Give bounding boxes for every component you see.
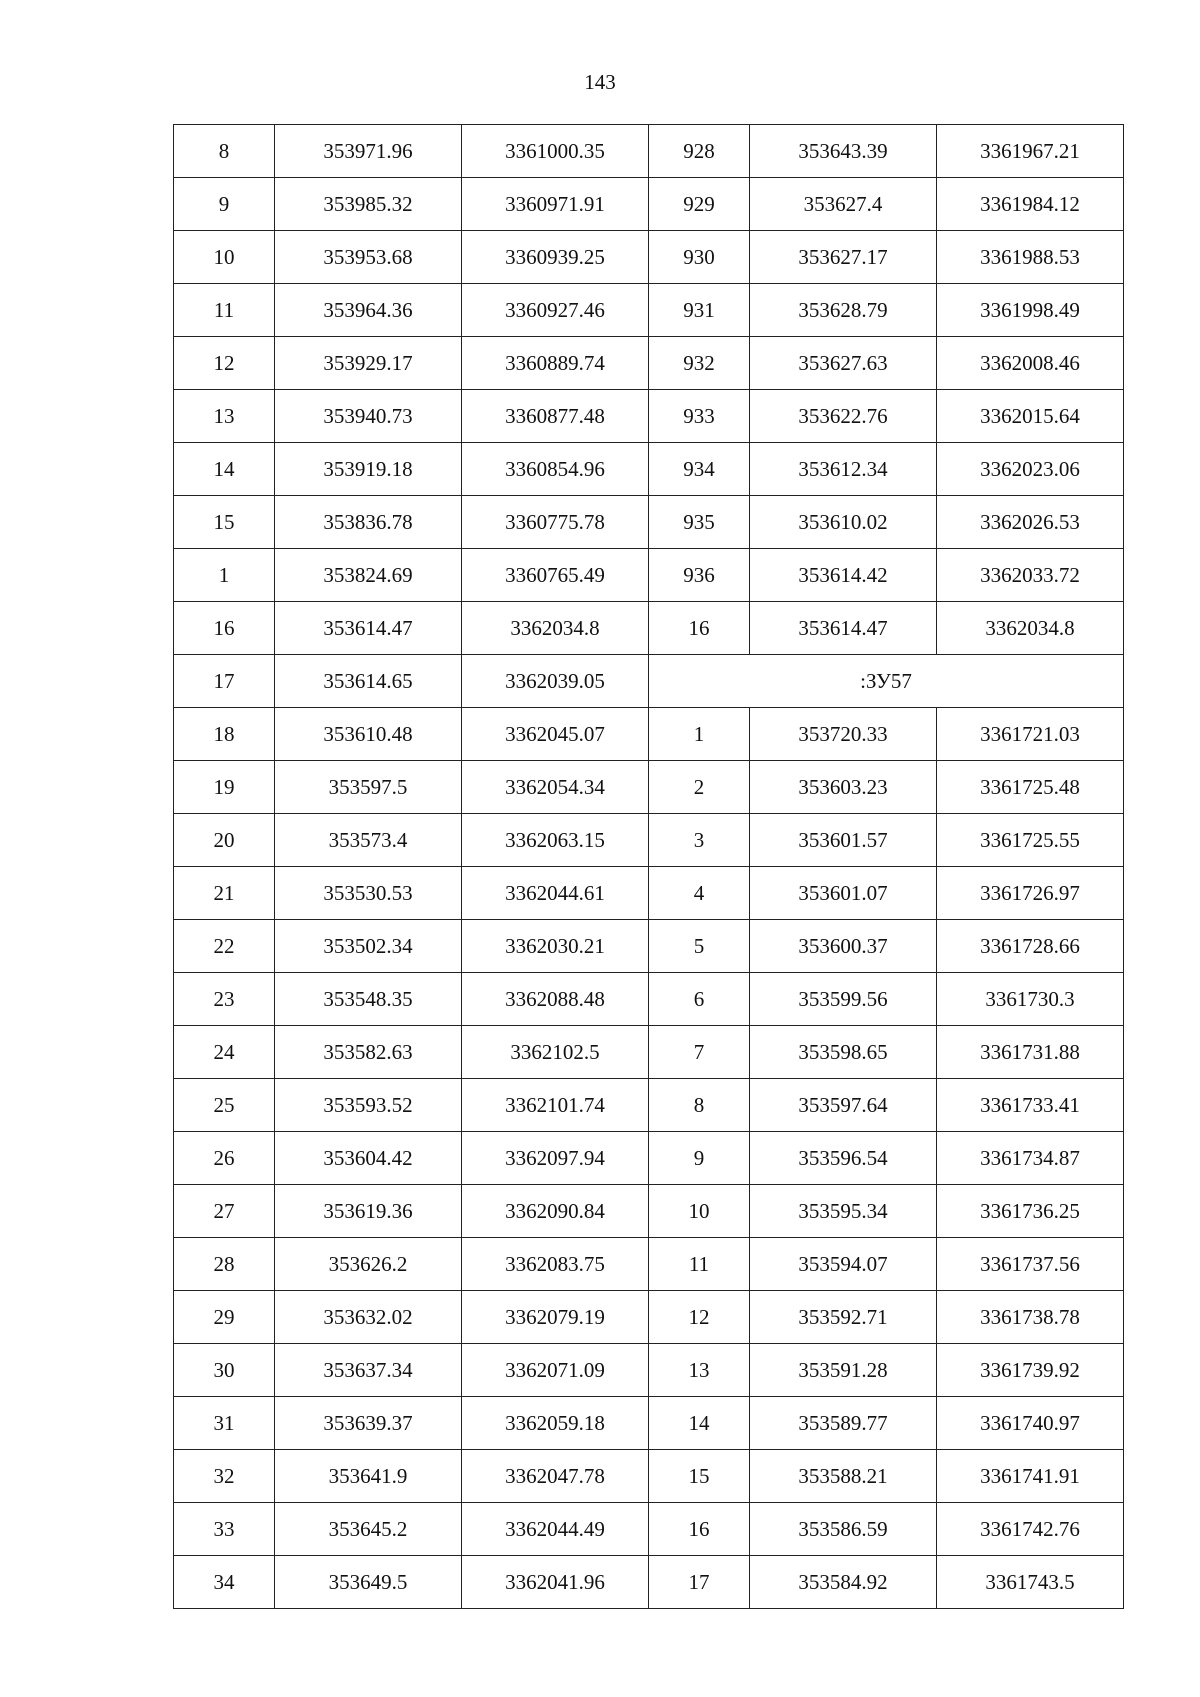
point-number-cell: 25 <box>174 1079 275 1132</box>
y-coordinate-cell: 3361733.41 <box>937 1079 1124 1132</box>
x-coordinate-cell: 353641.9 <box>275 1450 462 1503</box>
x-coordinate-cell: 353530.53 <box>275 867 462 920</box>
point-number-cell: 16 <box>649 602 750 655</box>
x-coordinate-cell: 353603.23 <box>750 761 937 814</box>
y-coordinate-cell: 3362045.07 <box>462 708 649 761</box>
x-coordinate-cell: 353971.96 <box>275 125 462 178</box>
y-coordinate-cell: 3361725.48 <box>937 761 1124 814</box>
x-coordinate-cell: 353649.5 <box>275 1556 462 1609</box>
point-number-cell: 19 <box>174 761 275 814</box>
point-number-cell: 30 <box>174 1344 275 1397</box>
x-coordinate-cell: 353614.47 <box>275 602 462 655</box>
x-coordinate-cell: 353622.76 <box>750 390 937 443</box>
point-number-cell: 18 <box>174 708 275 761</box>
table-row <box>174 867 1124 920</box>
table-row <box>174 1291 1124 1344</box>
x-coordinate-cell: 353573.4 <box>275 814 462 867</box>
y-coordinate-cell: 3360971.91 <box>462 178 649 231</box>
x-coordinate-cell: 353601.57 <box>750 814 937 867</box>
point-number-cell: 3 <box>649 814 750 867</box>
table-row <box>174 655 1124 708</box>
y-coordinate-cell: 3362026.53 <box>937 496 1124 549</box>
point-number-cell: 29 <box>174 1291 275 1344</box>
point-number-cell: 20 <box>174 814 275 867</box>
y-coordinate-cell: 3362039.05 <box>462 655 649 708</box>
point-number-cell: 11 <box>174 284 275 337</box>
x-coordinate-cell: 353601.07 <box>750 867 937 920</box>
y-coordinate-cell: 3361734.87 <box>937 1132 1124 1185</box>
point-number-cell: 27 <box>174 1185 275 1238</box>
y-coordinate-cell: 3362015.64 <box>937 390 1124 443</box>
y-coordinate-cell: 3360927.46 <box>462 284 649 337</box>
y-coordinate-cell: 3362041.96 <box>462 1556 649 1609</box>
table-row <box>174 1185 1124 1238</box>
point-number-cell: 21 <box>174 867 275 920</box>
point-number-cell: 934 <box>649 443 750 496</box>
section-header-cell: :ЗУ57 <box>649 655 1124 708</box>
x-coordinate-cell: 353586.59 <box>750 1503 937 1556</box>
x-coordinate-cell: 353614.42 <box>750 549 937 602</box>
x-coordinate-cell: 353582.63 <box>275 1026 462 1079</box>
point-number-cell: 17 <box>649 1556 750 1609</box>
table-row <box>174 178 1124 231</box>
x-coordinate-cell: 353610.48 <box>275 708 462 761</box>
x-coordinate-cell: 353824.69 <box>275 549 462 602</box>
y-coordinate-cell: 3362023.06 <box>937 443 1124 496</box>
x-coordinate-cell: 353637.34 <box>275 1344 462 1397</box>
point-number-cell: 13 <box>649 1344 750 1397</box>
x-coordinate-cell: 353632.02 <box>275 1291 462 1344</box>
point-number-cell: 5 <box>649 920 750 973</box>
y-coordinate-cell: 3361740.97 <box>937 1397 1124 1450</box>
point-number-cell: 31 <box>174 1397 275 1450</box>
point-number-cell: 930 <box>649 231 750 284</box>
point-number-cell: 1 <box>174 549 275 602</box>
y-coordinate-cell: 3362047.78 <box>462 1450 649 1503</box>
point-number-cell: 12 <box>174 337 275 390</box>
x-coordinate-cell: 353929.17 <box>275 337 462 390</box>
y-coordinate-cell: 3361739.92 <box>937 1344 1124 1397</box>
point-number-cell: 22 <box>174 920 275 973</box>
point-number-cell: 12 <box>649 1291 750 1344</box>
y-coordinate-cell: 3362079.19 <box>462 1291 649 1344</box>
x-coordinate-cell: 353612.34 <box>750 443 937 496</box>
y-coordinate-cell: 3361000.35 <box>462 125 649 178</box>
y-coordinate-cell: 3362044.49 <box>462 1503 649 1556</box>
point-number-cell: 932 <box>649 337 750 390</box>
point-number-cell: 15 <box>174 496 275 549</box>
point-number-cell: 931 <box>649 284 750 337</box>
x-coordinate-cell: 353598.65 <box>750 1026 937 1079</box>
table-row <box>174 1026 1124 1079</box>
point-number-cell: 32 <box>174 1450 275 1503</box>
y-coordinate-cell: 3362044.61 <box>462 867 649 920</box>
y-coordinate-cell: 3360765.49 <box>462 549 649 602</box>
point-number-cell: 17 <box>174 655 275 708</box>
y-coordinate-cell: 3362101.74 <box>462 1079 649 1132</box>
y-coordinate-cell: 3362034.8 <box>462 602 649 655</box>
y-coordinate-cell: 3360854.96 <box>462 443 649 496</box>
y-coordinate-cell: 3361742.76 <box>937 1503 1124 1556</box>
x-coordinate-cell: 353619.36 <box>275 1185 462 1238</box>
x-coordinate-cell: 353592.71 <box>750 1291 937 1344</box>
x-coordinate-cell: 353610.02 <box>750 496 937 549</box>
point-number-cell: 33 <box>174 1503 275 1556</box>
point-number-cell: 933 <box>649 390 750 443</box>
point-number-cell: 8 <box>174 125 275 178</box>
point-number-cell: 10 <box>174 231 275 284</box>
x-coordinate-cell: 353627.17 <box>750 231 937 284</box>
table-row <box>174 390 1124 443</box>
y-coordinate-cell: 3362030.21 <box>462 920 649 973</box>
x-coordinate-cell: 353548.35 <box>275 973 462 1026</box>
table-row <box>174 1397 1124 1450</box>
point-number-cell: 11 <box>649 1238 750 1291</box>
table-row <box>174 1503 1124 1556</box>
x-coordinate-cell: 353614.47 <box>750 602 937 655</box>
table-row <box>174 231 1124 284</box>
table-row <box>174 1132 1124 1185</box>
y-coordinate-cell: 3362083.75 <box>462 1238 649 1291</box>
y-coordinate-cell: 3362102.5 <box>462 1026 649 1079</box>
x-coordinate-cell: 353626.2 <box>275 1238 462 1291</box>
x-coordinate-cell: 353591.28 <box>750 1344 937 1397</box>
x-coordinate-cell: 353645.2 <box>275 1503 462 1556</box>
table-row <box>174 443 1124 496</box>
coordinates-table-body <box>174 125 1124 1609</box>
table-row <box>174 920 1124 973</box>
point-number-cell: 8 <box>649 1079 750 1132</box>
y-coordinate-cell: 3361988.53 <box>937 231 1124 284</box>
point-number-cell: 16 <box>174 602 275 655</box>
point-number-cell: 4 <box>649 867 750 920</box>
point-number-cell: 14 <box>649 1397 750 1450</box>
x-coordinate-cell: 353627.63 <box>750 337 937 390</box>
point-number-cell: 929 <box>649 178 750 231</box>
y-coordinate-cell: 3361967.21 <box>937 125 1124 178</box>
x-coordinate-cell: 353594.07 <box>750 1238 937 1291</box>
point-number-cell: 15 <box>649 1450 750 1503</box>
y-coordinate-cell: 3361738.78 <box>937 1291 1124 1344</box>
point-number-cell: 10 <box>649 1185 750 1238</box>
x-coordinate-cell: 353595.34 <box>750 1185 937 1238</box>
table-row <box>174 1450 1124 1503</box>
x-coordinate-cell: 353643.39 <box>750 125 937 178</box>
y-coordinate-cell: 3360889.74 <box>462 337 649 390</box>
y-coordinate-cell: 3362097.94 <box>462 1132 649 1185</box>
x-coordinate-cell: 353596.54 <box>750 1132 937 1185</box>
point-number-cell: 34 <box>174 1556 275 1609</box>
point-number-cell: 13 <box>174 390 275 443</box>
x-coordinate-cell: 353953.68 <box>275 231 462 284</box>
y-coordinate-cell: 3360775.78 <box>462 496 649 549</box>
table-row <box>174 337 1124 390</box>
y-coordinate-cell: 3360877.48 <box>462 390 649 443</box>
x-coordinate-cell: 353628.79 <box>750 284 937 337</box>
x-coordinate-cell: 353604.42 <box>275 1132 462 1185</box>
x-coordinate-cell: 353639.37 <box>275 1397 462 1450</box>
table-row <box>174 549 1124 602</box>
table-row <box>174 284 1124 337</box>
table-row <box>174 814 1124 867</box>
y-coordinate-cell: 3362088.48 <box>462 973 649 1026</box>
y-coordinate-cell: 3361998.49 <box>937 284 1124 337</box>
x-coordinate-cell: 353584.92 <box>750 1556 937 1609</box>
x-coordinate-cell: 353627.4 <box>750 178 937 231</box>
y-coordinate-cell: 3361741.91 <box>937 1450 1124 1503</box>
x-coordinate-cell: 353720.33 <box>750 708 937 761</box>
x-coordinate-cell: 353985.32 <box>275 178 462 231</box>
y-coordinate-cell: 3361730.3 <box>937 973 1124 1026</box>
y-coordinate-cell: 3362063.15 <box>462 814 649 867</box>
point-number-cell: 28 <box>174 1238 275 1291</box>
y-coordinate-cell: 3361984.12 <box>937 178 1124 231</box>
x-coordinate-cell: 353597.5 <box>275 761 462 814</box>
table-row <box>174 496 1124 549</box>
table-row <box>174 602 1124 655</box>
y-coordinate-cell: 3361736.25 <box>937 1185 1124 1238</box>
y-coordinate-cell: 3362090.84 <box>462 1185 649 1238</box>
y-coordinate-cell: 3361737.56 <box>937 1238 1124 1291</box>
x-coordinate-cell: 353593.52 <box>275 1079 462 1132</box>
table-row <box>174 1238 1124 1291</box>
point-number-cell: 9 <box>174 178 275 231</box>
point-number-cell: 6 <box>649 973 750 1026</box>
table-row <box>174 973 1124 1026</box>
y-coordinate-cell: 3361726.97 <box>937 867 1124 920</box>
x-coordinate-cell: 353919.18 <box>275 443 462 496</box>
y-coordinate-cell: 3361731.88 <box>937 1026 1124 1079</box>
table-row <box>174 1344 1124 1397</box>
y-coordinate-cell: 3362059.18 <box>462 1397 649 1450</box>
point-number-cell: 2 <box>649 761 750 814</box>
x-coordinate-cell: 353836.78 <box>275 496 462 549</box>
point-number-cell: 9 <box>649 1132 750 1185</box>
y-coordinate-cell: 3361728.66 <box>937 920 1124 973</box>
x-coordinate-cell: 353589.77 <box>750 1397 937 1450</box>
point-number-cell: 7 <box>649 1026 750 1079</box>
point-number-cell: 935 <box>649 496 750 549</box>
coordinates-table <box>173 124 1124 1609</box>
table-row <box>174 1079 1124 1132</box>
point-number-cell: 26 <box>174 1132 275 1185</box>
x-coordinate-cell: 353614.65 <box>275 655 462 708</box>
x-coordinate-cell: 353600.37 <box>750 920 937 973</box>
point-number-cell: 14 <box>174 443 275 496</box>
point-number-cell: 24 <box>174 1026 275 1079</box>
point-number-cell: 16 <box>649 1503 750 1556</box>
table-row <box>174 1556 1124 1609</box>
y-coordinate-cell: 3361725.55 <box>937 814 1124 867</box>
table-row <box>174 708 1124 761</box>
y-coordinate-cell: 3362071.09 <box>462 1344 649 1397</box>
y-coordinate-cell: 3362054.34 <box>462 761 649 814</box>
x-coordinate-cell: 353597.64 <box>750 1079 937 1132</box>
y-coordinate-cell: 3362033.72 <box>937 549 1124 602</box>
x-coordinate-cell: 353502.34 <box>275 920 462 973</box>
y-coordinate-cell: 3362008.46 <box>937 337 1124 390</box>
table-row <box>174 761 1124 814</box>
x-coordinate-cell: 353964.36 <box>275 284 462 337</box>
page-number: 143 <box>584 70 616 94</box>
point-number-cell: 23 <box>174 973 275 1026</box>
y-coordinate-cell: 3360939.25 <box>462 231 649 284</box>
x-coordinate-cell: 353588.21 <box>750 1450 937 1503</box>
point-number-cell: 928 <box>649 125 750 178</box>
x-coordinate-cell: 353599.56 <box>750 973 937 1026</box>
point-number-cell: 936 <box>649 549 750 602</box>
y-coordinate-cell: 3361743.5 <box>937 1556 1124 1609</box>
y-coordinate-cell: 3361721.03 <box>937 708 1124 761</box>
point-number-cell: 1 <box>649 708 750 761</box>
table-row <box>174 125 1124 178</box>
x-coordinate-cell: 353940.73 <box>275 390 462 443</box>
y-coordinate-cell: 3362034.8 <box>937 602 1124 655</box>
